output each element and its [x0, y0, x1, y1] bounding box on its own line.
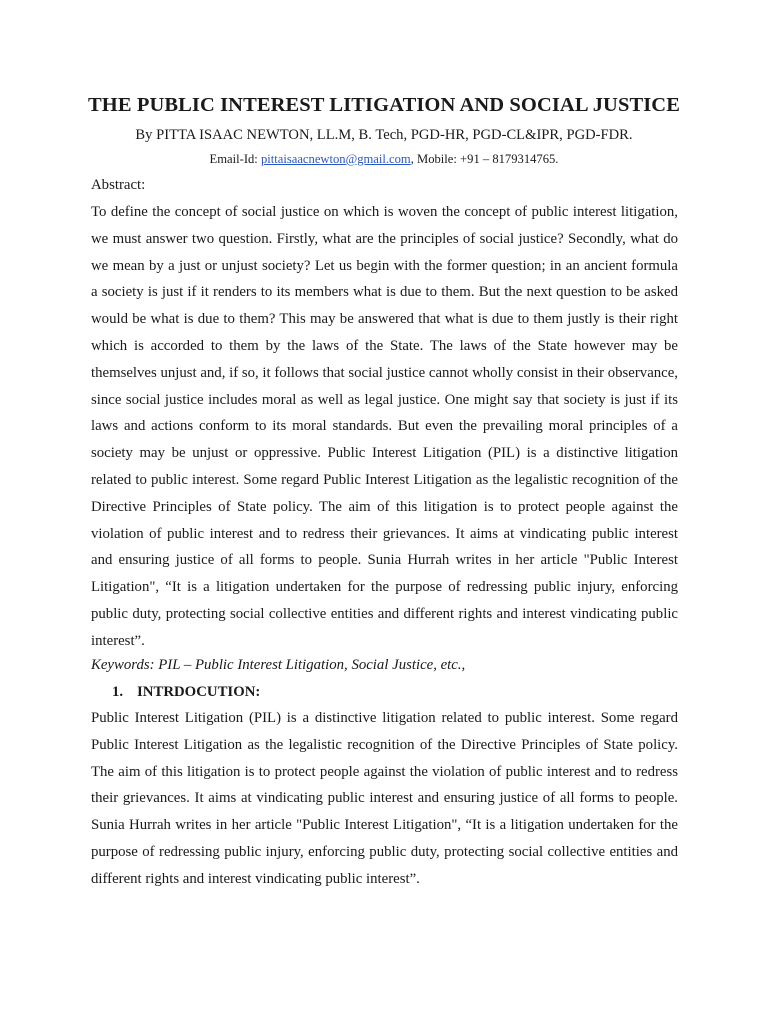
- document-title: THE PUBLIC INTEREST LITIGATION AND SOCIAL JUSTICE: [88, 94, 680, 116]
- intro-line: Public Interest Litigation as the legalistic recognition of the Directive Principles of State policy.: [91, 736, 678, 753]
- intro-line: The aim of this litigation is to protect people against the violation of public interest and to redress: [91, 763, 678, 780]
- section-title: INTRDOCUTION:: [137, 684, 261, 700]
- intro-line: Sunia Hurrah writes in her article "Public Interest Litigation", “It is a litigation undertaken for the: [91, 817, 678, 834]
- abstract-line: we mean by a just or unjust society? Let us begin with the former question; in an ancient formula: [91, 257, 678, 274]
- author-byline: By PITTA ISAAC NEWTON, LL.M, B. Tech, PGD-HR, PGD-CL&IPR, PGD-FDR.: [135, 127, 633, 143]
- abstract-line: a society is just if it renders to its members what is due to them. But the next question to be asked: [91, 284, 678, 301]
- intro-line: their grievances. It aims at vindicating public interest and ensuring justice of all forms to people.: [91, 790, 678, 807]
- abstract-line: laws and actions conform to its moral standards. But even the prevailing moral principles of a: [91, 418, 678, 435]
- contact-line: [0, 151, 768, 167]
- section-heading: [112, 683, 260, 701]
- abstract-line: themselves unjust and, if so, it follows that social justice cannot wholly consist in their observance,: [91, 364, 678, 381]
- abstract-line: public duty, protecting social collective entities and different rights and interest vindicating public: [91, 605, 678, 622]
- abstract-line: Directive Principles of State policy. The aim of this litigation is to protect people against the: [91, 498, 678, 515]
- abstract-line: violation of public interest and to redress their grievances. It aims at vindicating public interest: [91, 525, 678, 542]
- abstract-line: Litigation", “It is a litigation undertaken for the purpose of redressing public injury, enforcing: [91, 579, 678, 596]
- abstract-line: would be what is due to them? This may be answered that what is due to them justly is their right: [91, 311, 678, 328]
- abstract-paragraph: [91, 199, 678, 655]
- abstract-line: interest”.: [91, 632, 145, 649]
- abstract-line: To define the concept of social justice on which is woven the concept of public interest litigation,: [91, 204, 678, 220]
- intro-line: purpose of redressing public injury, enforcing public duty, protecting social collective entities and: [91, 843, 678, 860]
- abstract-line: related to public interest. Some regard Public Interest Litigation as the legalistic recognition of the: [91, 471, 678, 488]
- intro-line: Public Interest Litigation (PIL) is a distinctive litigation related to public interest. Some regard: [91, 710, 678, 726]
- mobile-number: , Mobile: +91 – 8179314765.: [410, 152, 559, 166]
- section-number: 1.: [112, 684, 124, 700]
- email-label: Email-Id:: [209, 152, 261, 166]
- abstract-line: society may be unjust or oppressive. Public Interest Litigation (PIL) is a distinctive litigation: [91, 445, 678, 462]
- abstract-line: and ensuring justice of all forms to people. Sunia Hurrah writes in her article "Public Interest: [91, 552, 678, 569]
- abstract-line: since social justice includes moral as well as legal justice. One might say that society is just if its: [91, 391, 678, 408]
- email-link[interactable]: pittaisaacnewton@gmail.com: [260, 152, 411, 166]
- abstract-line: which is accorded to them by the laws of the State. The laws of the State however may be: [91, 337, 678, 354]
- abstract-line: we must answer two question. Firstly, what are the principles of social justice? Secondly, what do: [91, 230, 678, 247]
- intro-line: different rights and interest vindicating public interest”.: [91, 870, 420, 887]
- abstract-label: Abstract:: [91, 177, 146, 193]
- intro-paragraph: [91, 705, 678, 893]
- keywords-line: Keywords: PIL – Public Interest Litigation, Social Justice, etc.,: [91, 657, 466, 673]
